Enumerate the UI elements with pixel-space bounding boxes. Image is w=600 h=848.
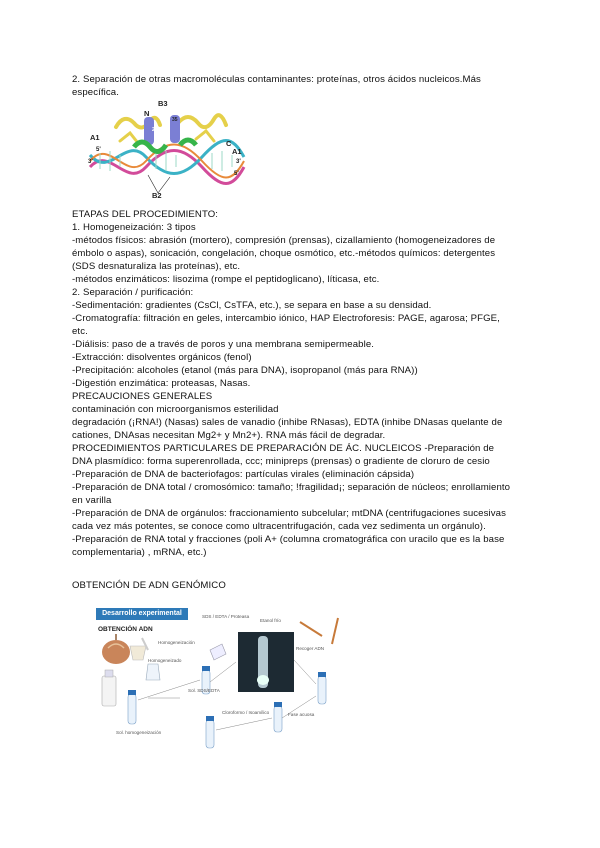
text-line: etc. — [72, 326, 88, 337]
intro-line: 2. Separación de otras macromoléculas contaminantes: proteínas, otros ácidos nucleicos.Más — [72, 74, 481, 85]
label-5-right: 5' — [234, 171, 239, 177]
text-line: PROCEDIMIENTOS PARTICULARES DE PREPARACIÓN DE ÁC. NUCLEICOS -Preparación de — [72, 443, 495, 454]
text-line: -Preparación de DNA de orgánulos: fraccionamiento subcelular; mtDNA (centrifugaciones sucesivas — [72, 508, 506, 519]
label-a1-left: A1 — [90, 133, 100, 142]
text-line: en varilla — [72, 495, 112, 506]
intro-paragraph — [72, 73, 524, 99]
label-c: C — [226, 139, 232, 148]
text-line: émbolo o aspas), sonicación, congelación, choque osmótico, etc.-métodos químicos: detergentes — [72, 248, 496, 259]
figure-tag: Desarrollo experimental — [96, 608, 188, 620]
text-line: (SDS desnaturaliza las proteínas), etc. — [72, 261, 241, 272]
text-line: degradación (¡RNA!) (Nasas) sales de vanadio (inhibe RNasas), EDTA (inhibe DNasas quelante de — [72, 417, 503, 428]
section-title-text: OBTENCIÓN DE ADN GENÓMICO — [72, 580, 226, 591]
text-line: PRECAUCIONES GENERALES — [72, 391, 213, 402]
label-3-right: 3' — [236, 159, 241, 165]
text-line: cada vez más potentes, se conoce como ultracentrifugación, cada vez sedimenta un orgánulo). — [72, 521, 486, 532]
text-line: ETAPAS DEL PROCEDIMIENTO: — [72, 209, 219, 220]
text-line: -Sedimentación: gradientes (CsCl, CsTFA, etc.), se separa en base a su densidad. — [72, 300, 432, 311]
text-line: contaminación con microorganismos esterilidad — [72, 404, 279, 415]
protein-dna-complex-image — [86, 97, 246, 201]
label-3-left: 3' — [88, 159, 93, 165]
label-5-left: 5' — [96, 147, 101, 153]
text-line: DNA plasmídico: forma superenrollada, ccc; minipreps (prensas) o gradiente de cloruro de cesio — [72, 456, 490, 467]
text-line: cationes, DNAsas necesitan Mg2+ y Mn2+). RNA más fácil de degradar. — [72, 430, 386, 441]
text-line: -Diálisis: paso de a través de poros y una membrana semipermeable. — [72, 339, 375, 350]
text-line: -Cromatografía: filtración en geles, intercambio iónico, HAP Electroforesis: PAGE, agarosa; PFGE, — [72, 313, 500, 324]
label-a1-right: A1 — [232, 147, 242, 156]
experimental-figure: Desarrollo experimental OBTENCIÓN ADN Homogeneización Homogeneizado Sol. SDS/EDTA SDS / EDTA / Proteasa Etanol frío Recoger ADN Cloroformo / Isoamílico Fase acuosa Sol. homogeneización — [88, 600, 360, 760]
text-line: 1. Homogeneización: 3 tipos — [72, 222, 196, 233]
procedure-text — [72, 208, 524, 559]
text-line: complementaria) , mRNA, etc.) — [72, 547, 207, 558]
section-title — [72, 579, 524, 592]
text-line: 2. Separación / purificación: — [72, 287, 194, 298]
text-line: -métodos enzimáticos: lisozima (rompe el peptidoglicano), líticasa, etc. — [72, 274, 380, 285]
text-line: -métodos físicos: abrasión (mortero), compresión (prensas), cizallamiento (homogeneizadores de — [72, 235, 496, 246]
label-b2: B2 — [152, 191, 162, 200]
text-line: -Preparación de DNA total / cromosómico: tamaño; !fragilidad¡; separación de núcleos; enrollamiento — [72, 482, 511, 493]
intro-line: específica. — [72, 87, 119, 98]
figure-illustration — [88, 600, 360, 760]
label-216: 216 — [152, 127, 161, 133]
text-line: -Preparación de RNA total y fracciones (poli A+ (columna cromatográfica con uracilo que es la base — [72, 534, 505, 545]
label-35: 35 — [172, 117, 178, 123]
text-line: -Digestión enzimática: proteasas, Nasas. — [72, 378, 251, 389]
text-line: -Preparación de DNA de bacteriofagos: partículas virales (eliminación cápsida) — [72, 469, 415, 480]
text-line: -Extracción: disolventes orgánicos (fenol) — [72, 352, 252, 363]
label-n: N — [144, 109, 150, 118]
label-b3: B3 — [158, 99, 168, 108]
figure-subtitle: OBTENCIÓN ADN — [98, 626, 153, 633]
text-line: -Precipitación: alcoholes (etanol (más para DNA), isopropanol (más para RNA)) — [72, 365, 418, 376]
